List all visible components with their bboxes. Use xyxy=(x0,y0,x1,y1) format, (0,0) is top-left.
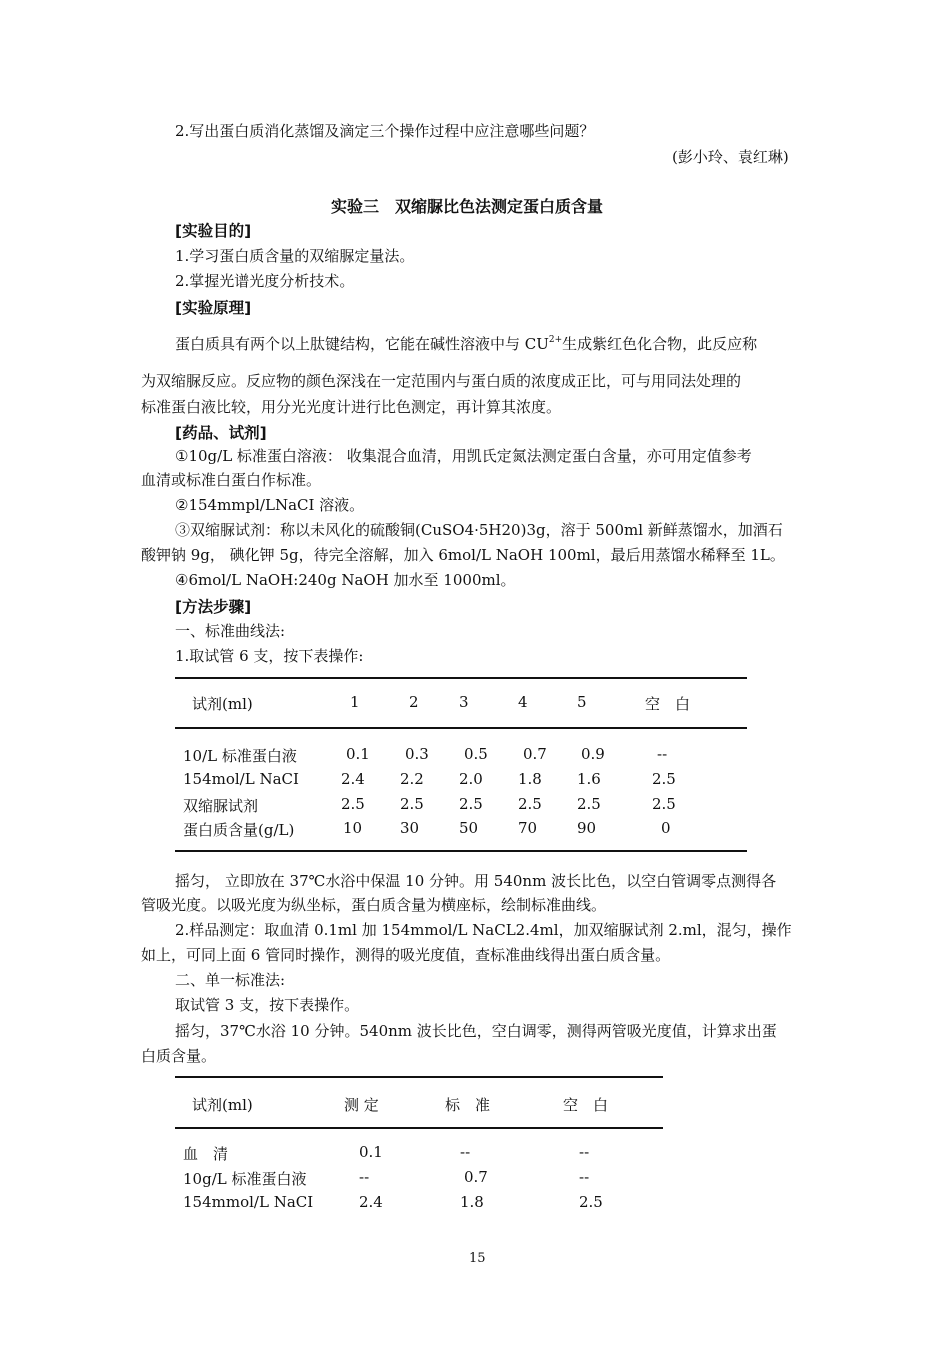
table1-cell: 2.5 xyxy=(400,795,424,813)
table1-cell: 0.5 xyxy=(464,745,488,763)
table1-cell: 2.4 xyxy=(341,770,365,788)
table1-cell: 蛋白质含量(g/L) xyxy=(183,821,295,839)
table2-cell: -- xyxy=(460,1143,471,1161)
principle-line-1 xyxy=(175,333,757,354)
table2-cell: 0.7 xyxy=(464,1168,488,1186)
table1-cell: 10 xyxy=(343,819,363,837)
principle-line-2: 为双缩脲反应。反应物的颜色深浅在一定范围内与蛋白质的浓度成正比，可与用同法处理的 xyxy=(141,372,742,390)
table1-bottom-rule xyxy=(175,850,747,852)
table1-cell: 2.5 xyxy=(652,770,676,788)
para-measure-b: 白质含量。 xyxy=(141,1047,217,1065)
table1-header-4: 4 xyxy=(518,693,528,711)
table2-cell: 10g/L 标准蛋白液 xyxy=(183,1170,307,1188)
table1-header-2: 2 xyxy=(409,693,419,711)
reagent-2: ②154mmpl/LNaCI 溶液。 xyxy=(175,496,365,514)
table1-cell: 2.5 xyxy=(518,795,542,813)
method-heading: [方法步骤] xyxy=(175,598,252,616)
table1-header-reagent: 试剂(ml) xyxy=(192,695,253,713)
table1-mid-rule xyxy=(175,727,747,729)
table1-cell: 154mol/L NaCI xyxy=(183,770,299,788)
experiment-title: 实验三 双缩脲比色法测定蛋白质含量 xyxy=(331,197,604,216)
table2-cell: 2.4 xyxy=(359,1193,383,1211)
table2-header-standard: 标 准 xyxy=(445,1096,491,1114)
reagent-1a: ①10g/L 标准蛋白溶液： 收集混合血清，用凯氏定氮法测定蛋白含量，亦可用定值参考 xyxy=(175,447,752,465)
page-number: 15 xyxy=(469,1251,486,1266)
purpose-item-1: 1.学习蛋白质含量的双缩脲定量法。 xyxy=(175,247,415,265)
method-sub-1: 一、标准曲线法: xyxy=(175,622,286,640)
table1-cell: 10/L 标准蛋白液 xyxy=(183,747,297,765)
table1-cell: 1.8 xyxy=(518,770,542,788)
table1-cell: 50 xyxy=(459,819,479,837)
method-sub-2: 二、单一标准法: xyxy=(175,971,286,989)
reagents-heading: [药品、试剂] xyxy=(175,424,267,442)
reagent-1b: 血清或标准白蛋白作标准。 xyxy=(141,471,322,489)
table1-cell: 1.6 xyxy=(577,770,601,788)
table2-cell: -- xyxy=(579,1143,590,1161)
table1-header-3: 3 xyxy=(459,693,469,711)
para-tubes: 取试管 3 支，按下表操作。 xyxy=(175,996,360,1014)
para-sample-b: 如上，可同上面 6 管同时操作，测得的吸光度值，查标准曲线得出蛋白质含量。 xyxy=(141,946,671,964)
para-incubate-b: 管吸光度。以吸光度为纵坐标，蛋白质含量为横座标，绘制标准曲线。 xyxy=(141,896,607,914)
table1-header-blank: 空 白 xyxy=(645,695,691,713)
table2-top-rule xyxy=(175,1076,663,1078)
method-step-1: 1.取试管 6 支，按下表操作: xyxy=(175,647,364,665)
table1-header-1: 1 xyxy=(350,693,360,711)
table2-header-blank: 空 白 xyxy=(563,1096,609,1114)
table1-top-rule xyxy=(175,677,747,679)
reagent-3b: 酸钾钠 9g， 碘化钾 5g，待完全溶解，加入 6mol/L NaOH 100ml，最后用蒸馏水稀释至 1L。 xyxy=(141,546,785,564)
table1-cell: 0.7 xyxy=(523,745,547,763)
table1-cell: 0.9 xyxy=(581,745,605,763)
table1-cell: 0 xyxy=(661,819,671,837)
reagent-4: ④6mol/L NaOH:240g NaOH 加水至 1000ml。 xyxy=(175,571,516,589)
table2-cell: -- xyxy=(359,1168,370,1186)
purpose-heading: [实验目的] xyxy=(175,222,252,240)
para-sample-a: 2.样品测定：取血清 0.1ml 加 154mmol/L NaCL2.4ml，加双缩脲试剂 2.ml，混匀，操作 xyxy=(175,921,792,939)
table1-cell: 0.3 xyxy=(405,745,429,763)
cu-superscript: 2+ xyxy=(548,335,563,345)
table1-cell: 2.0 xyxy=(459,770,483,788)
principle-line-1b: 生成紫红色化合物，此反应称 xyxy=(562,335,758,353)
para-incubate-a: 摇匀， 立即放在 37℃水浴中保温 10 分钟。用 540nm 波长比色，以空白管调零点测得各 xyxy=(175,872,777,890)
authors: (彭小玲、袁红琳) xyxy=(672,148,789,166)
table1-cell: 2.2 xyxy=(400,770,424,788)
principle-heading: [实验原理] xyxy=(175,299,252,317)
table2-cell: 2.5 xyxy=(579,1193,603,1211)
table1-cell: 90 xyxy=(577,819,597,837)
table2-cell: 154mmol/L NaCI xyxy=(183,1193,314,1211)
table1-cell: 2.5 xyxy=(341,795,365,813)
table1-cell: 0.1 xyxy=(346,745,370,763)
table1-cell: 双缩脲试剂 xyxy=(183,797,259,815)
table1-cell: 30 xyxy=(400,819,420,837)
table2-header-test: 测 定 xyxy=(344,1096,379,1114)
purpose-item-2: 2.掌握光谱光度分析技术。 xyxy=(175,272,355,290)
reagent-3a: ③双缩脲试剂：称以未风化的硫酸铜(CuSO4·5H20)3g，溶于 500ml 新鲜蒸馏水，加酒石 xyxy=(175,521,783,539)
principle-line-3: 标准蛋白液比较，用分光光度计进行比色测定，再计算其浓度。 xyxy=(141,398,562,416)
table1-cell: 2.5 xyxy=(459,795,483,813)
table2-cell: 1.8 xyxy=(460,1193,484,1211)
table1-cell: 2.5 xyxy=(652,795,676,813)
table1-header-5: 5 xyxy=(577,693,587,711)
para-measure-a: 摇匀，37℃水浴 10 分钟。540nm 波长比色，空白调零，测得两管吸光度值，计算求出蛋 xyxy=(175,1022,777,1040)
table2-cell: 0.1 xyxy=(359,1143,383,1161)
table2-cell: 血 清 xyxy=(183,1145,229,1163)
table2-cell: -- xyxy=(579,1168,590,1186)
table1-cell: 2.5 xyxy=(577,795,601,813)
table1-cell: 70 xyxy=(518,819,538,837)
table2-mid-rule xyxy=(175,1127,663,1129)
principle-line-1a: 蛋白质具有两个以上肽键结构，它能在碱性溶液中与 CU xyxy=(175,335,549,353)
table2-header-reagent: 试剂(ml) xyxy=(192,1096,253,1114)
table1-cell: -- xyxy=(657,745,668,763)
question-2: 2.写出蛋白质消化蒸馏及滴定三个操作过程中应注意哪些问题？ xyxy=(175,122,595,140)
